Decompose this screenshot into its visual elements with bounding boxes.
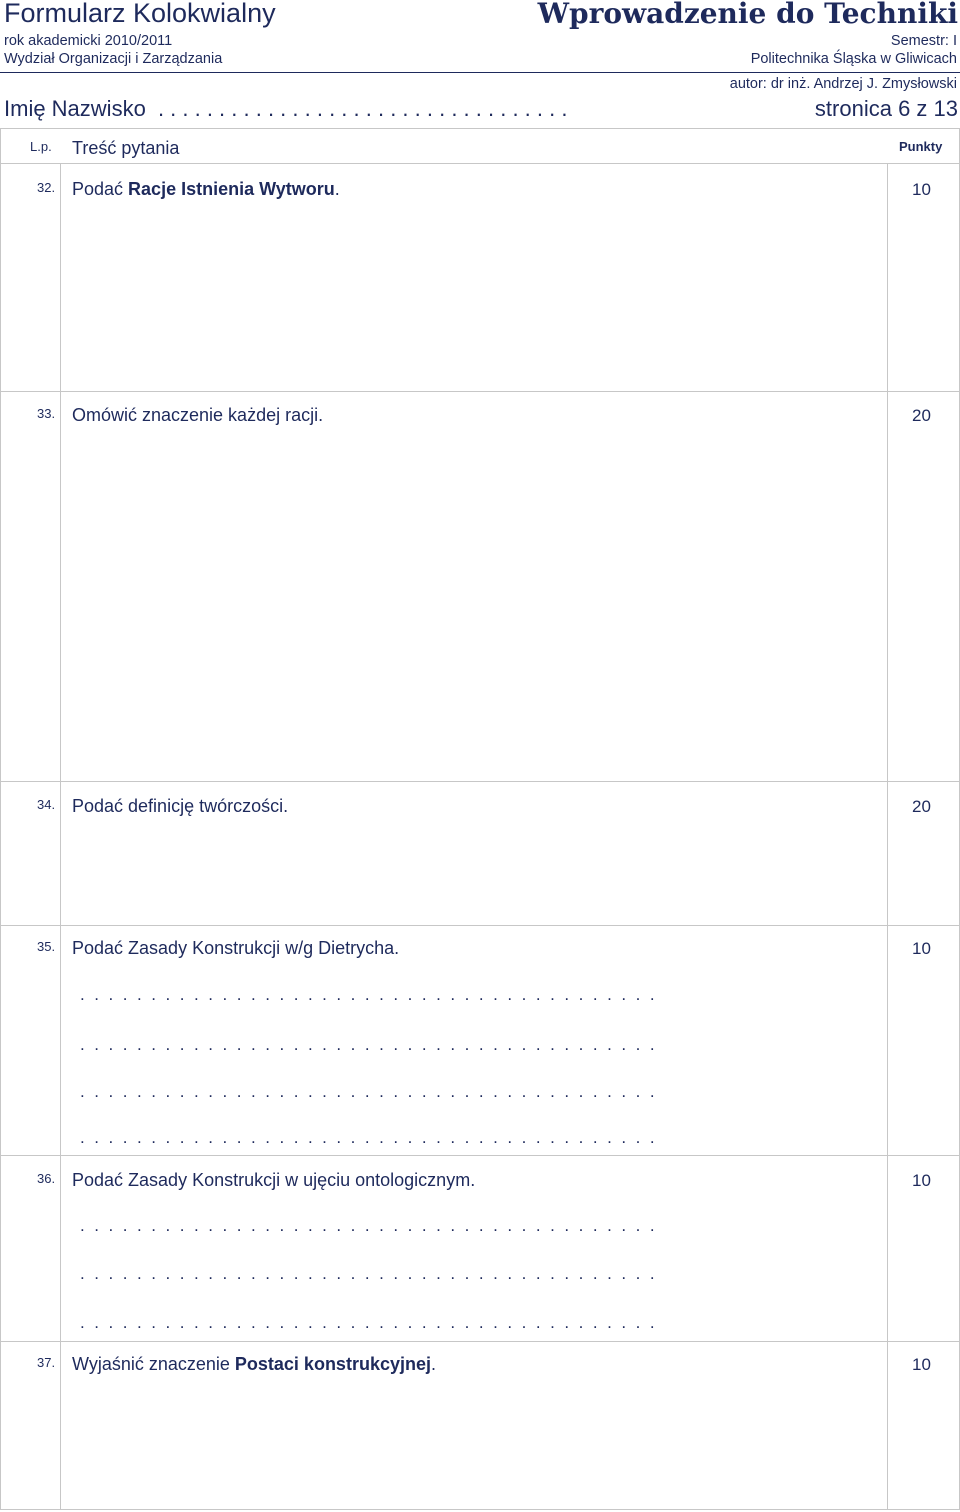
question-text: Wyjaśnić znaczenie Postaci konstrukcyjnej. <box>72 1354 436 1374</box>
question-text: Podać Racje Istnienia Wytworu. <box>72 179 340 199</box>
question-number: 35. <box>37 939 56 954</box>
column-header-question: Treść pytania <box>72 138 180 158</box>
question-points: 10 <box>912 939 931 958</box>
questions-table <box>0 128 960 1510</box>
question-number: 33. <box>37 406 56 421</box>
question-points: 20 <box>912 406 931 425</box>
answer-line[interactable]: . . . . . . . . . . . . . . . . . . . . . . . . . . . . . . . . . . . . . . . . . <box>80 985 657 1004</box>
university: Politechnika Śląska w Gliwicach <box>750 51 957 67</box>
name-label: Imię Nazwisko <box>4 96 146 121</box>
course-title: Wprowadzenie do Techniki <box>537 0 958 30</box>
answer-line[interactable]: . . . . . . . . . . . . . . . . . . . . . . . . . . . . . . . . . . . . . . . . . <box>80 1035 657 1054</box>
question-points: 10 <box>912 1355 931 1374</box>
question-text: Podać definicję twórczości. <box>72 796 289 816</box>
column-header-lp: L.p. <box>30 139 52 154</box>
question-number: 37. <box>37 1355 56 1370</box>
answer-line[interactable]: . . . . . . . . . . . . . . . . . . . . . . . . . . . . . . . . . . . . . . . . . <box>80 1216 657 1235</box>
question-number: 32. <box>37 180 56 195</box>
row-divider <box>0 925 960 926</box>
row-divider <box>0 1341 960 1342</box>
question-text: Podać Zasady Konstrukcji w/g Dietrycha. <box>72 938 400 958</box>
question-text: Omówić znaczenie każdej racji. <box>72 405 324 425</box>
answer-line[interactable]: . . . . . . . . . . . . . . . . . . . . . . . . . . . . . . . . . . . . . . . . . <box>80 1082 657 1101</box>
academic-year: rok akademicki 2010/2011 <box>4 33 173 49</box>
semester: Semestr: I <box>890 33 957 49</box>
column-header-points: Punkty <box>899 139 943 154</box>
answer-line[interactable]: . . . . . . . . . . . . . . . . . . . . . . . . . . . . . . . . . . . . . . . . . <box>80 1128 657 1147</box>
question-points: 10 <box>912 1171 931 1190</box>
answer-line[interactable]: . . . . . . . . . . . . . . . . . . . . . . . . . . . . . . . . . . . . . . . . . <box>80 1313 657 1332</box>
answer-line[interactable]: . . . . . . . . . . . . . . . . . . . . . . . . . . . . . . . . . . . . . . . . . <box>80 1264 657 1283</box>
question-text: Podać Zasady Konstrukcji w ujęciu ontologicznym. <box>72 1170 476 1190</box>
header-row-divider <box>0 163 960 164</box>
row-divider <box>0 1155 960 1156</box>
name-field[interactable] <box>4 96 567 122</box>
header-divider <box>0 72 960 73</box>
row-divider <box>0 781 960 782</box>
page-info: stronica 6 z 13 <box>814 96 958 121</box>
question-number: 36. <box>37 1171 56 1186</box>
form-title: Formularz Kolokwialny <box>4 0 276 28</box>
faculty: Wydział Organizacji i Zarządzania <box>4 51 223 67</box>
row-divider <box>0 391 960 392</box>
name-dots: . . . . . . . . . . . . . . . . . . . . . . . . . . . . . . . . . . <box>157 96 568 121</box>
column-divider-points <box>887 163 888 1509</box>
question-points: 10 <box>912 180 931 199</box>
question-bold-term: Postaci konstrukcyjnej <box>234 1354 431 1374</box>
column-divider-lp <box>60 163 61 1509</box>
author: autor: dr inż. Andrzej J. Zmysłowski <box>729 76 957 92</box>
question-points: 20 <box>912 797 931 816</box>
question-number: 34. <box>37 797 56 812</box>
question-bold-term: Racje Istnienia Wytworu <box>128 179 335 199</box>
